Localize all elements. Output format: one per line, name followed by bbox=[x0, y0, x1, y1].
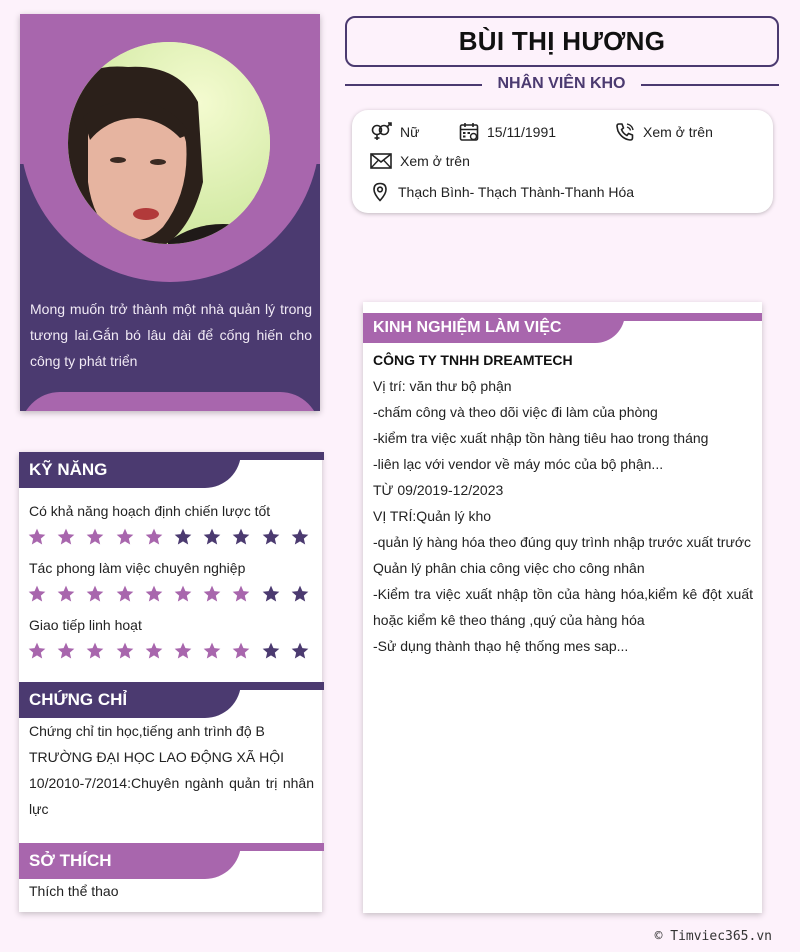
experience-line-2: -chấm công và theo dõi việc đi làm của phòng bbox=[373, 404, 658, 420]
skill-label-1: Có khả năng hoạch định chiến lược tốt bbox=[29, 503, 271, 519]
star-icon bbox=[202, 641, 222, 661]
email-text: Xem ở trên bbox=[400, 153, 470, 169]
star-icon bbox=[115, 527, 135, 547]
phone-icon bbox=[615, 122, 635, 142]
certificate-line-3: 10/2010-7/2014:Chuyên ngành quản trị nhân lực bbox=[29, 775, 314, 817]
avatar bbox=[68, 42, 270, 244]
experience-line-8: Quản lý phân chia công việc cho công nhân bbox=[373, 560, 645, 576]
star-icon bbox=[231, 641, 251, 661]
star-icon bbox=[173, 641, 193, 661]
skill-rating-3 bbox=[27, 641, 310, 661]
skill-rating-1 bbox=[27, 527, 310, 547]
address-text: Thạch Bình- Thạch Thành-Thanh Hóa bbox=[398, 184, 635, 200]
job-title: NHÂN VIÊN KHO bbox=[497, 75, 626, 92]
experience-line-7: -quản lý hàng hóa theo đúng quy trình nhập trước xuất trước bbox=[373, 534, 751, 550]
star-icon bbox=[290, 641, 310, 661]
phone-text: Xem ở trên bbox=[643, 124, 713, 140]
certificate-line-2: TRƯỜNG ĐẠI HỌC LAO ĐỘNG XÃ HỘI bbox=[29, 749, 284, 765]
name-box bbox=[345, 16, 779, 67]
certificates-header bbox=[19, 682, 324, 718]
star-icon bbox=[173, 527, 193, 547]
star-icon bbox=[231, 584, 251, 604]
star-icon bbox=[231, 527, 251, 547]
divider-left bbox=[345, 84, 482, 86]
star-icon bbox=[144, 527, 164, 547]
contact-birthday bbox=[459, 122, 556, 142]
skill-rating-2 bbox=[27, 584, 310, 604]
profile-card bbox=[20, 14, 320, 411]
star-icon bbox=[115, 584, 135, 604]
contact-box bbox=[352, 110, 773, 213]
star-icon bbox=[290, 584, 310, 604]
contact-phone bbox=[615, 122, 713, 142]
calendar-icon bbox=[459, 122, 479, 142]
star-icon bbox=[261, 584, 281, 604]
experience-line-9: -Kiểm tra việc xuất nhập tồn của hàng hóa,kiểm kê đột xuất hoặc kiểm kê theo tháng ,quý của hàng hóa bbox=[373, 586, 753, 628]
contact-email bbox=[370, 152, 470, 170]
certificate-line-1: Chứng chỉ tin học,tiếng anh trình độ B bbox=[29, 723, 265, 739]
skill-label-3: Giao tiếp linh hoạt bbox=[29, 617, 142, 633]
experience-line-1: Vị trí: văn thư bộ phận bbox=[373, 378, 512, 394]
experience-line-4: -liên lạc với vendor về máy móc của bộ phận... bbox=[373, 456, 664, 472]
star-icon bbox=[85, 641, 105, 661]
star-icon bbox=[261, 641, 281, 661]
experience-line-5: TỪ 09/2019-12/2023 bbox=[373, 482, 504, 498]
star-icon bbox=[56, 527, 76, 547]
star-icon bbox=[144, 641, 164, 661]
hobbies-header bbox=[19, 843, 324, 879]
skills-header bbox=[19, 452, 324, 488]
profile-bottom-arc bbox=[20, 392, 320, 411]
gender-icon bbox=[370, 122, 392, 142]
career-objective: Mong muốn trở thành một nhà quản lý trong tương lai.Gắn bó lâu dài để cống hiến cho công ty phát triển bbox=[30, 301, 312, 369]
hobbies-heading: SỞ THÍCH bbox=[19, 843, 241, 879]
left-panel bbox=[19, 452, 322, 912]
location-icon bbox=[370, 182, 390, 202]
contact-gender bbox=[370, 122, 419, 142]
star-icon bbox=[85, 584, 105, 604]
star-icon bbox=[261, 527, 281, 547]
star-icon bbox=[202, 584, 222, 604]
star-icon bbox=[202, 527, 222, 547]
divider-right bbox=[641, 84, 779, 86]
star-icon bbox=[85, 527, 105, 547]
contact-address bbox=[370, 182, 634, 202]
star-icon bbox=[27, 584, 47, 604]
gender-text: Nữ bbox=[400, 124, 420, 140]
star-icon bbox=[27, 527, 47, 547]
hobby-text: Thích thể thao bbox=[29, 883, 119, 899]
mail-icon bbox=[370, 152, 392, 170]
footer-watermark: © Timviec365.vn bbox=[654, 929, 772, 944]
experience-line-6: VỊ TRÍ:Quản lý kho bbox=[373, 508, 492, 524]
star-icon bbox=[290, 527, 310, 547]
company-name: CÔNG TY TNHH DREAMTECH bbox=[373, 352, 573, 368]
certificates-heading: CHỨNG CHỈ bbox=[19, 682, 241, 718]
star-icon bbox=[173, 584, 193, 604]
experience-header bbox=[363, 313, 762, 343]
star-icon bbox=[144, 584, 164, 604]
birthday-text: 15/11/1991 bbox=[487, 124, 557, 140]
experience-panel bbox=[363, 302, 762, 913]
star-icon bbox=[56, 584, 76, 604]
full-name: BÙI THỊ HƯƠNG bbox=[458, 26, 666, 56]
skill-label-2: Tác phong làm việc chuyên nghiệp bbox=[29, 560, 246, 576]
skills-heading: KỸ NĂNG bbox=[19, 452, 241, 488]
star-icon bbox=[115, 641, 135, 661]
experience-heading: KINH NGHIỆM LÀM VIỆC bbox=[363, 313, 625, 343]
experience-line-3: -kiểm tra việc xuất nhập tồn hàng tiêu hao trong tháng bbox=[373, 430, 709, 446]
star-icon bbox=[27, 641, 47, 661]
star-icon bbox=[56, 641, 76, 661]
experience-line-10: -Sử dụng thành thạo hệ thống mes sap... bbox=[373, 638, 629, 654]
